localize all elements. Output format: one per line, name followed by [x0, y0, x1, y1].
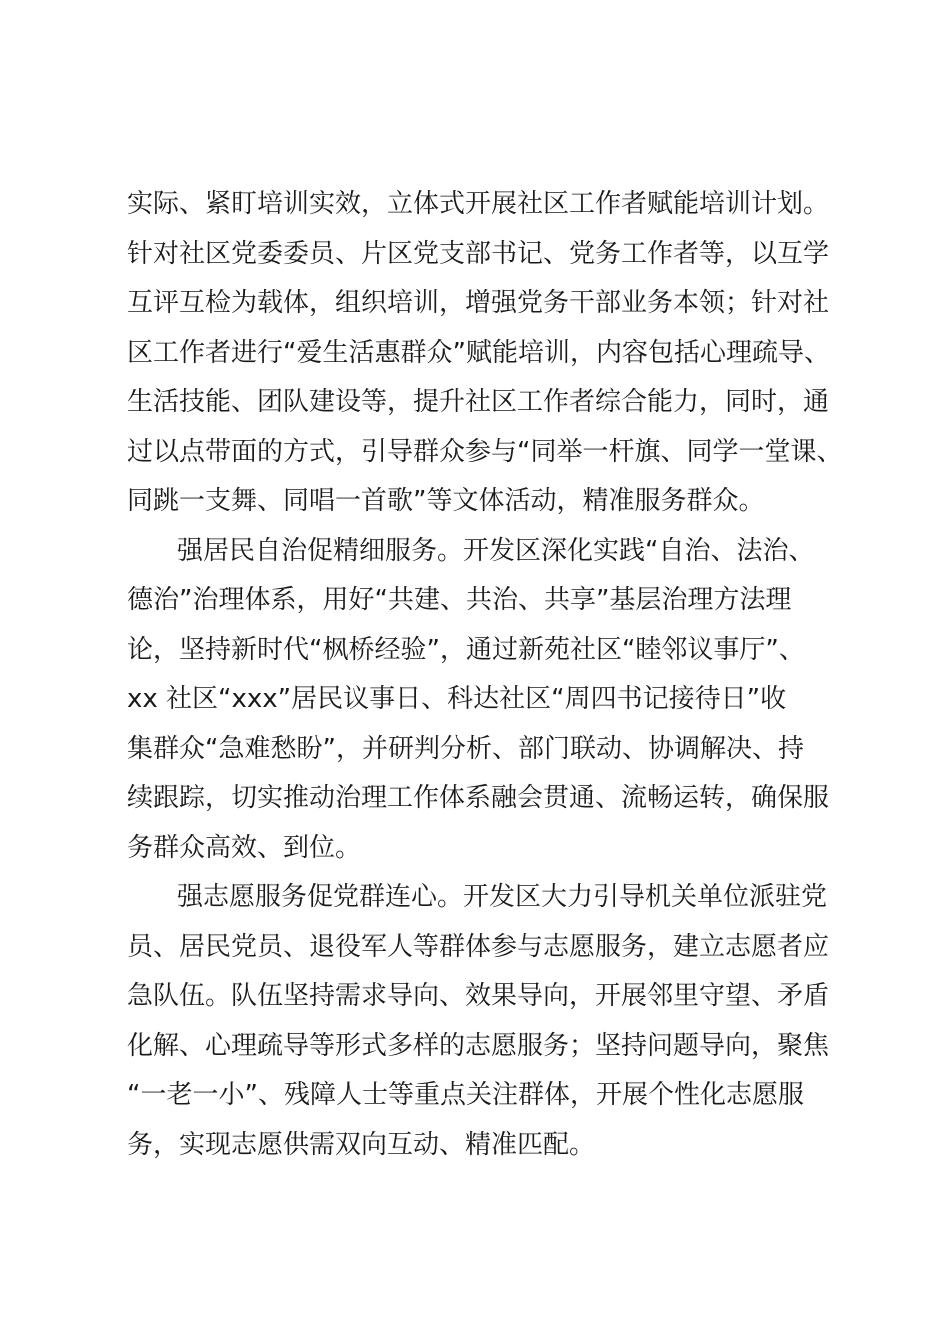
text-line: 互评互检为载体，组织培训，增强党务干部业务本领；针对社 — [127, 288, 830, 318]
text-line: 续跟踪，切实推动治理工作体系融会贯通、流畅运转，确保服 — [127, 783, 830, 813]
text-line: 化解、心理疏导等形式多样的志愿服务；坚持问题导向，聚焦 — [127, 1030, 830, 1061]
text-line: 区工作者进行“爱生活惠群众”赋能培训，内容包括心理疏导、 — [127, 337, 830, 368]
text-line: 生活技能、团队建设等，提升社区工作者综合能力，同时，通 — [127, 387, 830, 417]
text-line: 员、居民党员、退役军人等群体参与志愿服务，建立志愿者应 — [127, 931, 830, 962]
text-line: 论，坚持新时代“枫桥经验”，通过新苑社区“睦邻议事厅”、 — [127, 634, 805, 665]
paragraph-start-line: 强志愿服务促党群连心。开发区大力引导机关单位派驻党 — [177, 882, 828, 912]
text-line: 针对社区党委委员、片区党支部书记、党务工作者等，以互学 — [127, 238, 830, 269]
text-line: 德治”治理体系，用好“共建、共治、共享”基层治理方法理 — [127, 585, 792, 615]
body-text — [127, 180, 847, 1170]
text-line: 急队伍。队伍坚持需求导向、效果导向，开展邻里守望、矛盾 — [127, 981, 830, 1011]
text-line: 同跳一支舞、同唱一首歌”等文体活动，精准服务群众。 — [127, 486, 765, 516]
text-line: 务群众高效、到位。 — [127, 832, 362, 863]
text-line: 过以点带面的方式，引导群众参与“同举一杆旗、同学一堂课、 — [127, 436, 843, 467]
text-line: 实际、紧盯培训实效，立体式开展社区工作者赋能培训计划。 — [127, 189, 830, 219]
text-line: 务，实现志愿供需双向互动、精准匹配。 — [127, 1129, 596, 1160]
text-line: “一老一小”、残障人士等重点关注群体，开展个性化志愿服 — [127, 1080, 804, 1110]
text-line: xx 社区“xxx”居民议事日、科达社区“周四书记接待日”收 — [127, 684, 787, 714]
text-line: 集群众“急难愁盼”，并研判分析、部门联动、协调解决、持 — [127, 733, 804, 764]
paragraph-start-line: 强居民自治促精细服务。开发区深化实践“自治、法治、 — [177, 535, 815, 566]
